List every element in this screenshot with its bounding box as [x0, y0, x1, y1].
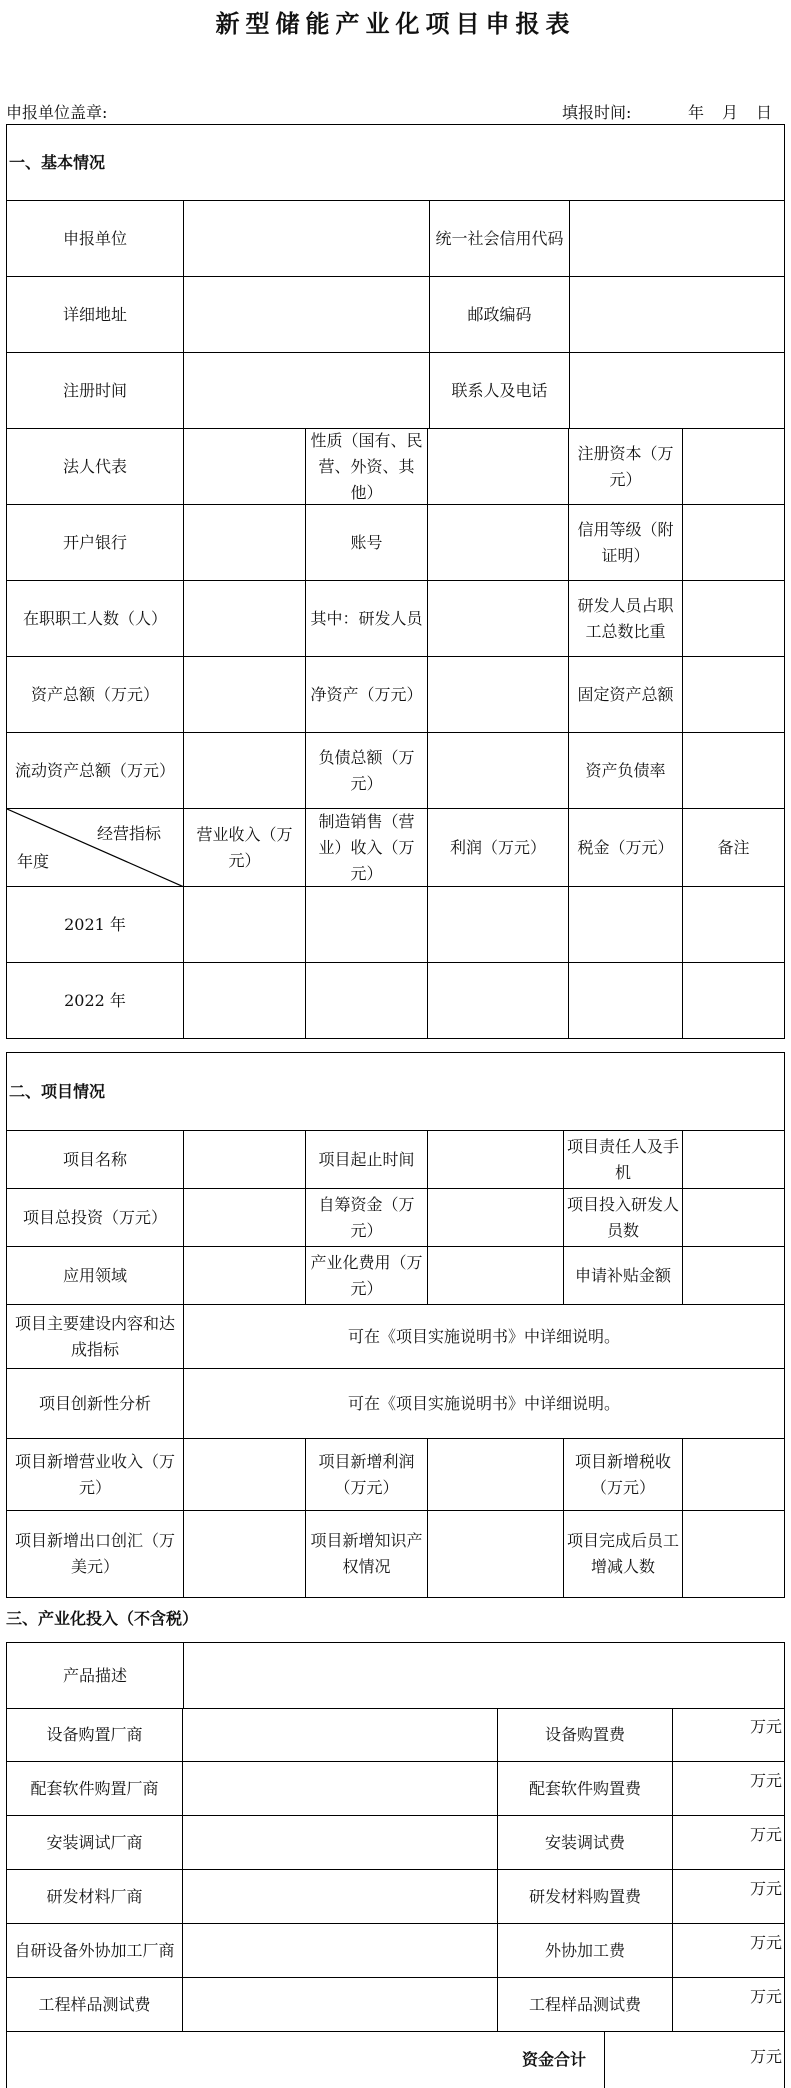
cell-field[interactable] [683, 1439, 784, 1511]
table-row [6, 1978, 785, 2032]
cell-field[interactable] [428, 1131, 564, 1189]
section2-heading: 二、项目情况 [7, 1053, 784, 1131]
unit-label: 万元 [750, 1717, 783, 1736]
cell-field[interactable] [184, 505, 306, 581]
cell-label: 固定资产总额 [569, 657, 683, 733]
cell-label: 自筹资金（万元） [306, 1189, 428, 1247]
cell-label: 项目新增出口创汇（万美元） [7, 1511, 184, 1597]
cell-label: 项目名称 [7, 1131, 184, 1189]
table-row [6, 1816, 785, 1870]
cell-field[interactable] [184, 429, 306, 505]
cell-field[interactable] [683, 963, 784, 1038]
cell-label: 账号 [306, 505, 428, 581]
cell-field[interactable] [184, 1511, 306, 1597]
cell-label: 信用等级（附证明） [569, 505, 683, 581]
section2-table [6, 1052, 785, 1598]
vendor-label: 配套软件购置厂商 [6, 1762, 183, 1816]
col-header: 营业收入（万元） [184, 809, 306, 887]
diag-header-cell [7, 809, 184, 887]
cell-label: 性质（国有、民营、外资、其他） [306, 429, 428, 505]
table-row [7, 581, 784, 657]
table-row [7, 1439, 784, 1511]
cell-field[interactable] [428, 1247, 564, 1305]
postcode-field[interactable] [570, 277, 784, 353]
unit-label: 万元 [750, 1825, 783, 1844]
cell-field[interactable] [306, 963, 428, 1038]
cell-field[interactable] [683, 429, 784, 505]
table-row [7, 1131, 784, 1189]
cell-label: 资产负债率 [569, 733, 683, 809]
vendor-label: 自研设备外协加工厂商 [6, 1924, 183, 1978]
cell-label: 项目完成后员工增减人数 [564, 1511, 683, 1597]
cell-label: 项目新增知识产权情况 [306, 1511, 428, 1597]
cell-field[interactable] [306, 887, 428, 963]
diag-top-label: 经营指标 [96, 824, 161, 843]
col-header: 利润（万元） [428, 809, 569, 887]
table-row [7, 1247, 784, 1305]
fee-label: 安装调试费 [498, 1816, 673, 1870]
day-label: 日 [756, 103, 773, 122]
unit-name-label: 申报单位 [7, 201, 184, 277]
address-label: 详细地址 [7, 277, 184, 353]
cell-label: 应用领域 [7, 1247, 184, 1305]
unit-label: 万元 [750, 1987, 783, 2006]
cell-field[interactable] [428, 1189, 564, 1247]
cell-label: 在职职工人数（人） [7, 581, 184, 657]
cell-label: 法人代表 [7, 429, 184, 505]
cell-field[interactable] [428, 1439, 564, 1511]
contact-field[interactable] [570, 353, 784, 429]
table-row [7, 1369, 784, 1439]
fee-label: 研发材料购置费 [498, 1870, 673, 1924]
cell-label: 项目新增利润（万元） [306, 1439, 428, 1511]
fee-label: 工程样品测试费 [498, 1978, 673, 2032]
month-label: 月 [722, 103, 739, 122]
col-header: 税金（万元） [569, 809, 683, 887]
perf-header-row [7, 809, 784, 887]
cell-field[interactable] [428, 1511, 564, 1597]
year-label: 年 [688, 103, 705, 122]
cell-label: 流动资产总额（万元） [7, 733, 184, 809]
cell-label: 项目创新性分析 [7, 1369, 184, 1439]
vendor-label: 安装调试厂商 [6, 1816, 183, 1870]
cell-field[interactable] [569, 887, 683, 963]
cell-label: 项目投入研发人员数 [564, 1189, 683, 1247]
vendor-field[interactable] [183, 1978, 498, 2032]
table-row [7, 1189, 784, 1247]
cell-field[interactable] [184, 657, 306, 733]
fee-label: 外协加工费 [498, 1924, 673, 1978]
cell-field[interactable] [184, 1247, 306, 1305]
total-row [6, 2032, 785, 2088]
cell-field[interactable] [184, 887, 306, 963]
cell-field[interactable] [683, 1511, 784, 1597]
vendor-field[interactable] [183, 1924, 498, 1978]
contact-label: 联系人及电话 [430, 353, 570, 429]
cell-field[interactable] [428, 505, 569, 581]
cell-label: 项目责任人及手机 [564, 1131, 683, 1189]
reg-time-label: 注册时间 [7, 353, 184, 429]
cell-field[interactable] [428, 887, 569, 963]
section3-heading: 三、产业化投入（不含税） [6, 1609, 199, 1628]
cell-label: 负债总额（万元） [306, 733, 428, 809]
cell-field[interactable] [683, 1247, 784, 1305]
table-row [7, 963, 784, 1038]
cell-field[interactable] [184, 581, 306, 657]
cell-label: 产业化费用（万元） [306, 1247, 428, 1305]
cell-field[interactable] [184, 733, 306, 809]
cell-field[interactable] [683, 887, 784, 963]
vendor-label: 设备购置厂商 [6, 1708, 183, 1762]
unit-label: 万元 [750, 1933, 783, 1952]
fill-time-label: 填报时间: [562, 103, 632, 122]
vendor-field[interactable] [183, 1816, 498, 1870]
cell-label: 资产总额（万元） [7, 657, 184, 733]
cell-field[interactable] [569, 963, 683, 1038]
table-row [7, 429, 784, 505]
cell-label: 开户银行 [7, 505, 184, 581]
cell-label: 项目主要建设内容和达成指标 [7, 1305, 184, 1369]
product-desc-field[interactable] [184, 1643, 784, 1709]
postcode-label: 邮政编码 [430, 277, 570, 353]
diag-bottom-label: 年度 [17, 852, 50, 871]
table-row [6, 1762, 785, 1816]
section1-heading: 一、基本情况 [7, 125, 784, 201]
section1-table [6, 124, 785, 1039]
table-row [7, 657, 784, 733]
cell-field[interactable] [428, 963, 569, 1038]
fee-label: 配套软件购置费 [498, 1762, 673, 1816]
cell-label: 项目起止时间 [306, 1131, 428, 1189]
cell-field[interactable] [184, 1439, 306, 1511]
table-row [7, 887, 784, 963]
total-unit: 万元 [750, 2047, 783, 2066]
note-field[interactable]: 可在《项目实施说明书》中详细说明。 [184, 1305, 784, 1369]
cell-field[interactable] [683, 1131, 784, 1189]
table-row [7, 505, 784, 581]
table-row [6, 1708, 785, 1762]
cell-field[interactable] [184, 963, 306, 1038]
address-field[interactable] [184, 277, 430, 353]
cell-field[interactable] [683, 505, 784, 581]
cell-label: 其中：研发人员 [306, 581, 428, 657]
cell-field[interactable] [683, 657, 784, 733]
cell-label: 申请补贴金额 [564, 1247, 683, 1305]
cell-field[interactable] [184, 1189, 306, 1247]
cell-label: 注册资本（万元） [569, 429, 683, 505]
table-row [7, 1305, 784, 1369]
table-row [7, 1511, 784, 1597]
total-label: 资金合计 [6, 2032, 605, 2088]
table-row [7, 733, 784, 809]
cell-label: 研发人员占职工总数比重 [569, 581, 683, 657]
table-row [6, 1870, 785, 1924]
cell-label: 项目新增营业收入（万元） [7, 1439, 184, 1511]
credit-code-field[interactable] [570, 201, 784, 277]
unit-label: 万元 [750, 1771, 783, 1790]
vendor-label: 工程样品测试费 [6, 1978, 183, 2032]
vendor-field[interactable] [183, 1762, 498, 1816]
vendor-field[interactable] [183, 1708, 498, 1762]
unit-name-field[interactable] [184, 201, 430, 277]
cell-field[interactable] [428, 429, 569, 505]
cell-label: 项目总投资（万元） [7, 1189, 184, 1247]
year-label: 2021 年 [7, 887, 184, 963]
reg-time-field[interactable] [184, 353, 430, 429]
col-header: 制造销售（营业）收入（万元） [306, 809, 428, 887]
cell-field[interactable] [683, 1189, 784, 1247]
fee-label: 设备购置费 [498, 1708, 673, 1762]
vendor-field[interactable] [183, 1870, 498, 1924]
col-header: 备注 [683, 809, 784, 887]
cell-field[interactable] [184, 1131, 306, 1189]
credit-code-label: 统一社会信用代码 [430, 201, 570, 277]
cell-field[interactable] [428, 733, 569, 809]
cell-label: 净资产（万元） [306, 657, 428, 733]
unit-label: 万元 [750, 1879, 783, 1898]
vendor-label: 研发材料厂商 [6, 1870, 183, 1924]
cell-field[interactable] [683, 581, 784, 657]
cell-field[interactable] [428, 657, 569, 733]
year-label: 2022 年 [7, 963, 184, 1038]
cell-label: 项目新增税收（万元） [564, 1439, 683, 1511]
cell-field[interactable] [683, 733, 784, 809]
note-field[interactable]: 可在《项目实施说明书》中详细说明。 [184, 1369, 784, 1439]
form-title: 新型储能产业化项目申报表 [215, 9, 576, 38]
cell-field[interactable] [428, 581, 569, 657]
product-desc-label: 产品描述 [7, 1643, 184, 1709]
table-row [6, 1924, 785, 1978]
stamp-label: 申报单位盖章: [6, 103, 108, 122]
